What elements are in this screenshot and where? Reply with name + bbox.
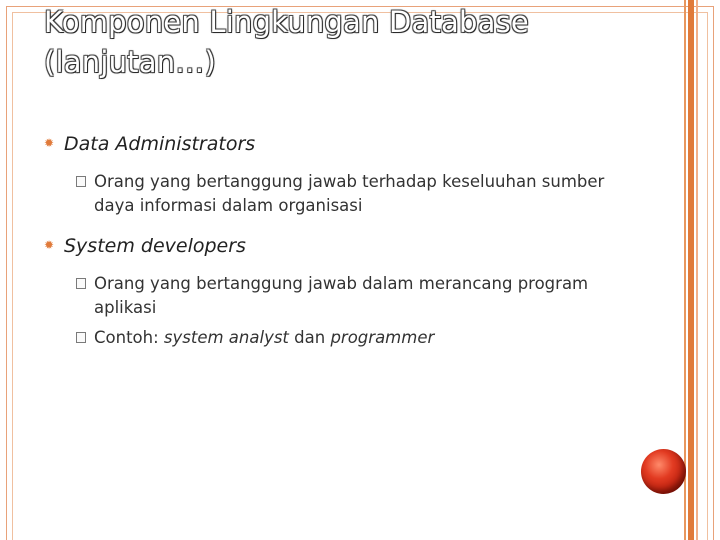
sun-bullet-icon: ✹ (44, 136, 55, 150)
sub-bullet-text: Orang yang bertanggung jawab dalam merancang program aplikasi (94, 274, 589, 317)
example-term-1: system analyst (163, 328, 289, 347)
example-prefix: Contoh: (94, 328, 164, 347)
sub-bullet-item (76, 326, 650, 350)
right-accent-bar (688, 0, 694, 540)
slide-title (44, 2, 529, 82)
example-term-2: programmer (330, 328, 435, 347)
red-orb-icon (641, 449, 686, 494)
bullet-heading: System developers (64, 235, 246, 257)
sub-bullet-text: Orang yang bertanggung jawab terhadap keseluuhan sumber daya informasi dalam organisasi (94, 172, 605, 215)
slide-content (44, 130, 650, 356)
box-bullet-icon (76, 176, 86, 187)
bullet-item-system-developers (44, 232, 650, 260)
right-accent-line (684, 0, 686, 540)
sun-bullet-icon: ✹ (44, 238, 55, 252)
bullet-item-data-administrators (44, 130, 650, 158)
sub-bullet-item (76, 272, 650, 320)
box-bullet-icon (76, 278, 86, 289)
slide-title-line1: Komponen Lingkungan Database (44, 5, 529, 39)
bullet-heading: Data Administrators (64, 133, 256, 155)
sub-bullet-item (76, 170, 650, 218)
example-conjunction: dan (288, 328, 331, 347)
right-accent-edge (696, 0, 698, 540)
slide-title-line2: (lanjutan…) (44, 45, 216, 79)
box-bullet-icon (76, 332, 86, 343)
